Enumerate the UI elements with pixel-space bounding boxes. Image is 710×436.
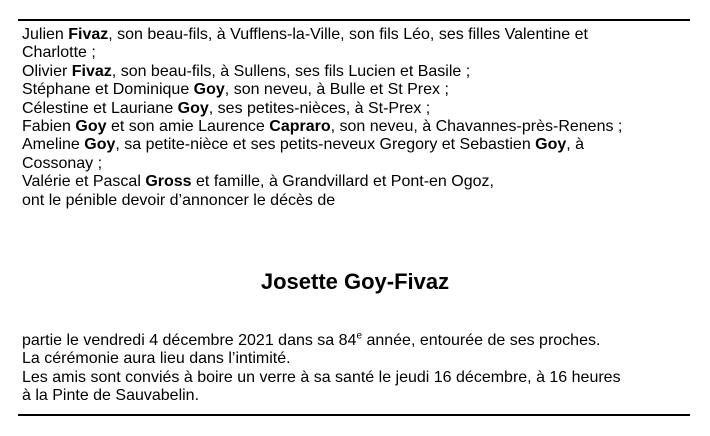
announcer-line: Olivier Fivaz, son beau-fils, à Sullens, ses fils Lucien et Basile ; [22,62,471,80]
surname: Goy [535,136,567,154]
announcer-line: Fabien Goy et son amie Laurence Capraro, son neveu, à Chavannes-près-Renens ; [22,118,623,136]
death-date-line: partie le vendredi 4 décembre 2021 dans sa 84e année, entourée de ses proches. [22,330,601,349]
surname: Fivaz [68,26,109,43]
announcer-line: Cossonay ; [22,154,103,172]
surname: Goy [193,81,225,99]
ceremony-details [22,332,692,406]
surname: Capraro [269,118,331,136]
venue-line: à la Pinte de Sauvabelin. [22,387,200,405]
announcer-line: Julien Fivaz, son beau-fils, à Vufflens-la-Ville, son fils Léo, ses filles Valentine et [22,26,588,43]
bottom-rule [18,414,690,416]
announcer-line: Ameline Goy, sa petite-nièce et ses petits-neveux Gregory et Sebastien Goy, à [22,136,585,154]
surname: Gross [145,173,192,191]
announcer-line: Stéphane et Dominique Goy, son neveu, à Bulle et St Prex ; [22,81,449,99]
announcer-line: Charlotte ; [22,44,96,62]
announcement-line: ont le pénible devoir d’annoncer le décès de [22,191,336,209]
deceased-name: Josette Goy-Fivaz [260,269,450,294]
announcers-list [22,26,692,210]
surname: Fivaz [71,62,112,80]
top-rule [18,19,690,21]
surname: Goy [75,118,107,136]
ceremony-line: La cérémonie aura lieu dans l’intimité. [22,350,291,368]
announcer-line: Célestine et Lauriane Goy, ses petites-nièces, à St-Prex ; [22,99,431,117]
gathering-line: Les amis sont conviés à boire un verre à sa santé le jeudi 16 décembre, à 16 heures [22,368,621,386]
surname: Goy [177,99,209,117]
surname: Goy [84,136,116,154]
announcer-line: Valérie et Pascal Gross et famille, à Grandvillard et Pont-en Ogoz, [22,173,494,191]
